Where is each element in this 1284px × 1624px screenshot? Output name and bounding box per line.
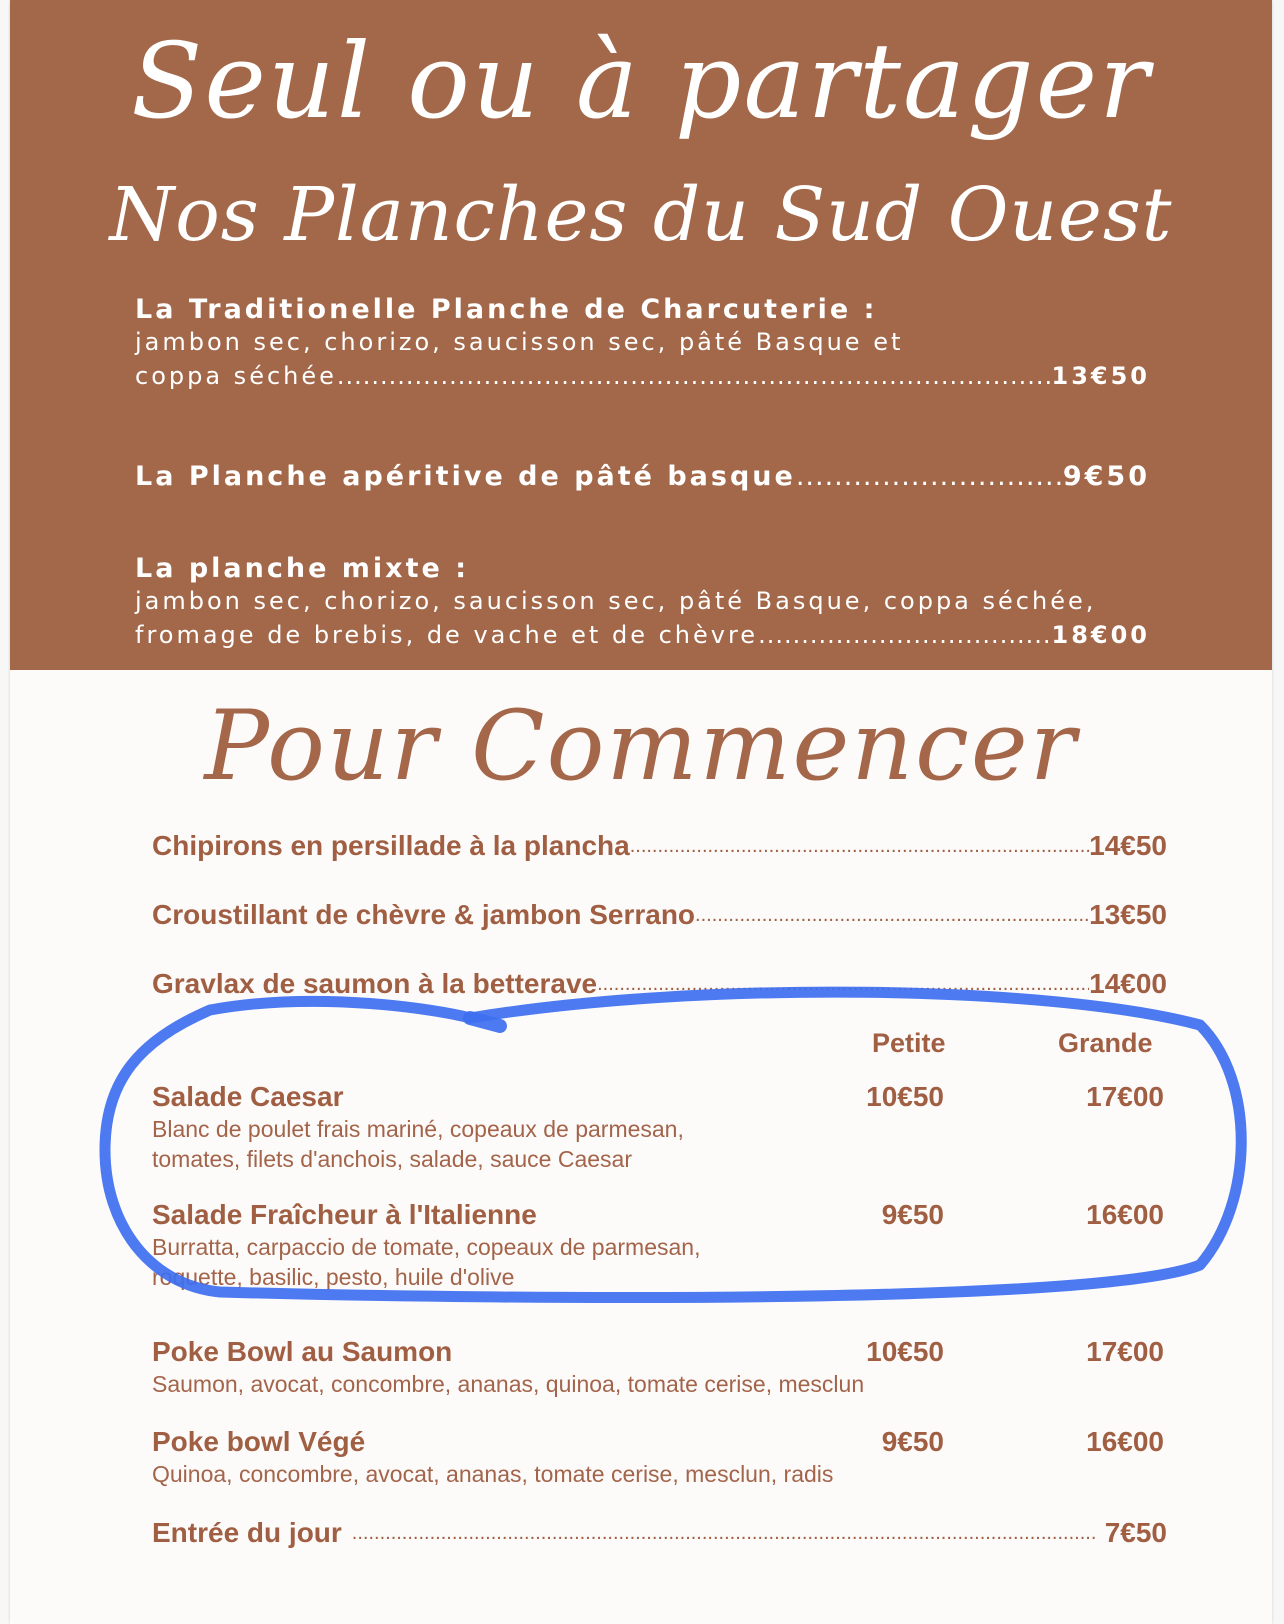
planche-desc: jambon sec, chorizo, saucisson sec, pâté Basque, coppa séchée, [135,587,1097,615]
dish-desc: tomates, filets d'anchois, salade, sauce Caesar [152,1146,632,1172]
starter-item [152,897,1167,933]
starter-item [152,828,1167,864]
planche-desc: jambon sec, chorizo, saucisson sec, pâté Basque et [135,328,904,356]
top-section [10,0,1272,670]
menu-page [10,0,1272,1624]
dish-item [152,1080,1172,1174]
dish-desc: roquette, basilic, pesto, huile d'olive [152,1264,515,1290]
leader-dots [796,460,1063,494]
column-header-small: Petite [872,1028,946,1058]
column-header-large: Grande [1058,1028,1153,1058]
price-small: 10€50 [866,1336,944,1367]
daily-price: 7€50 [1104,1517,1167,1548]
planche-item [135,460,1150,494]
planche-item [135,553,1150,652]
menu-subtitle: Nos Planches du Sud Ouest [109,172,1173,258]
planche-desc: fromage de brebis, de vache et de chèvre [135,621,759,649]
daily-item [152,1515,1167,1551]
leader-dots [352,1515,1095,1551]
planche-name: La planche mixte : [135,553,470,584]
planche-name: La Planche apéritive de pâté basque [135,461,796,492]
leader-dots [695,897,1089,933]
dish-desc: Saumon, avocat, concombre, ananas, quinoa, tomate cerise, mesclun [152,1371,865,1397]
starter-name: Croustillant de chèvre & jambon Serrano [152,899,696,930]
menu-title: Seul ou à partager [131,20,1151,142]
dish-desc: Blanc de poulet frais mariné, copeaux de parmesan, [152,1116,684,1142]
starter-name: Gravlax de saumon à la betterave [152,968,598,999]
starter-price: 14€00 [1089,968,1167,999]
dish-name: Salade Fraîcheur à l'Italienne [152,1199,537,1230]
starter-price: 13€50 [1089,899,1167,930]
planche-desc: coppa séchée [135,362,337,390]
planche-price: 9€50 [1062,461,1150,492]
starter-price: 14€50 [1089,830,1167,861]
starter-name: Chipirons en persillade à la plancha [152,830,630,861]
planche-price: 13€50 [1051,362,1150,390]
planche-name: La Traditionelle Planche de Charcuterie : [135,294,878,325]
starter-item [152,966,1167,1002]
price-small: 9€50 [881,1199,944,1230]
leader-dots [630,828,1089,864]
dish-item [152,1198,1172,1292]
dish-name: Poke Bowl au Saumon [152,1336,453,1367]
price-large: 17€00 [1086,1081,1164,1112]
price-large: 16€00 [1086,1199,1164,1230]
dish-item [152,1335,1172,1399]
dish-desc: Burratta, carpaccio de tomate, copeaux de parmesan, [152,1234,701,1260]
planche-item [135,294,1150,393]
section-title: Pour Commencer [204,690,1078,802]
leader-dots [597,966,1089,1002]
daily-name: Entrée du jour [152,1517,342,1548]
dish-desc: Quinoa, concombre, avocat, ananas, tomate cerise, mesclun, radis [152,1461,834,1487]
dish-name: Salade Caesar [152,1081,344,1112]
price-small: 9€50 [881,1426,944,1457]
planche-price: 18€00 [1051,621,1150,649]
price-large: 16€00 [1086,1426,1164,1457]
dish-item [152,1425,1172,1489]
dish-name: Poke bowl Végé [152,1426,366,1457]
leader-dots [758,618,1051,652]
price-small: 10€50 [866,1081,944,1112]
leader-dots [337,359,1052,393]
price-large: 17€00 [1086,1336,1164,1367]
